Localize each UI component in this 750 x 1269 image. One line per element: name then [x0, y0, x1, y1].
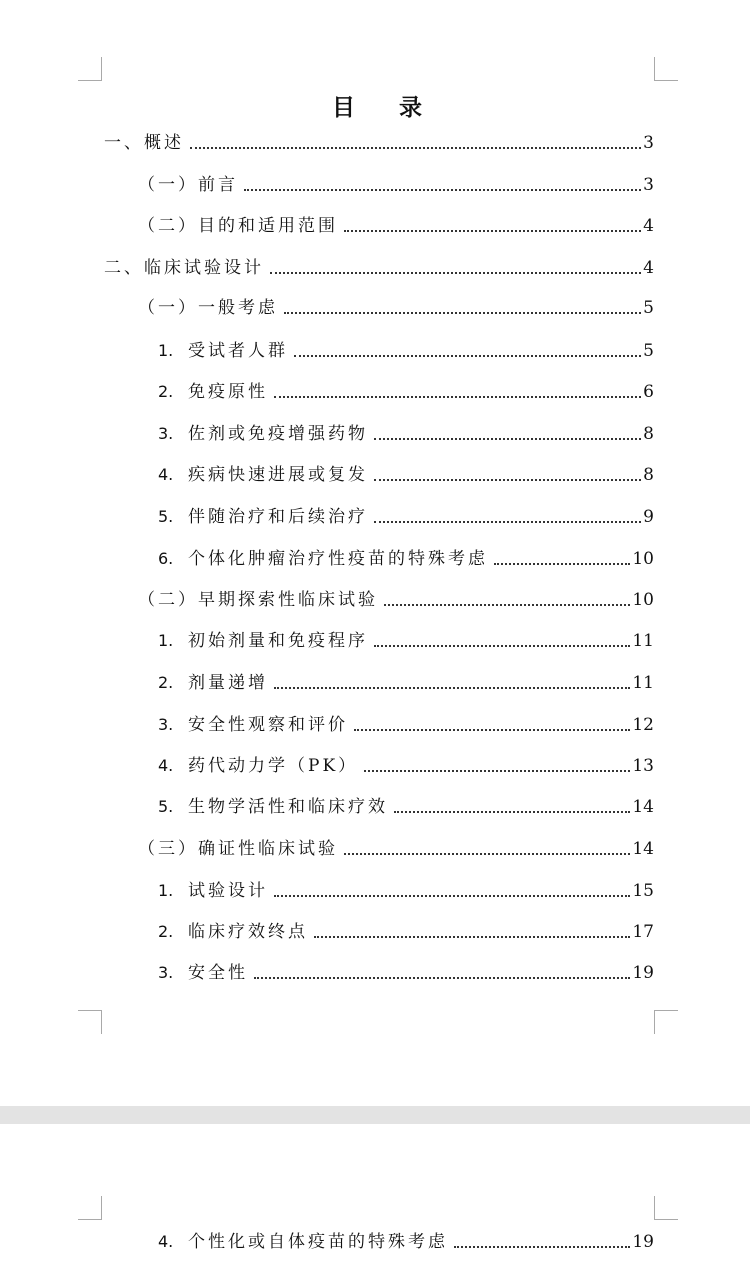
toc-entry-number: 2.: [158, 382, 174, 401]
toc-page-number: 6: [643, 382, 654, 402]
toc-entry-text: （三）确证性临床试验: [138, 839, 338, 859]
corner-mark-top-right: [654, 57, 678, 81]
toc-entry[interactable]: [158, 917, 654, 943]
toc-entry-number: 1.: [158, 341, 174, 360]
dot-leader: [314, 936, 630, 938]
toc-entry-text: 受试者人群: [188, 341, 288, 361]
toc-page-number: 5: [643, 341, 654, 361]
dot-leader: [394, 811, 630, 813]
toc-entry-text: 试验设计: [188, 881, 268, 901]
toc-entry-number: 3.: [158, 963, 174, 982]
dot-leader: [354, 729, 630, 731]
toc-page-number: 4: [643, 216, 654, 236]
toc-entry[interactable]: [138, 170, 654, 196]
toc-entry-number: 2.: [158, 922, 174, 941]
corner-mark-bottom-right: [654, 1010, 678, 1034]
toc-entry[interactable]: [138, 293, 654, 319]
toc-entry-text: 二、临床试验设计: [104, 258, 264, 278]
toc-entry-text: （一）前言: [138, 175, 238, 195]
toc-entry-number: 2.: [158, 673, 174, 692]
toc-entry-text: 个体化肿瘤治疗性疫苗的特殊考虑: [188, 549, 488, 569]
corner-mark-top-right: [654, 1196, 678, 1220]
dot-leader: [374, 438, 641, 440]
toc-entry-text: 初始剂量和免疫程序: [188, 631, 368, 651]
toc-entry-number: 6.: [158, 549, 174, 568]
toc-page-number: 11: [632, 673, 654, 693]
toc-entry-text: （二）目的和适用范围: [138, 216, 338, 236]
dot-leader: [494, 563, 630, 565]
toc-entry-number: 5.: [158, 797, 174, 816]
toc-entry[interactable]: [158, 876, 654, 902]
toc-page-number: 12: [632, 715, 654, 735]
toc-entry[interactable]: [158, 419, 654, 445]
dot-leader: [244, 189, 641, 191]
toc-page-number: 19: [632, 963, 654, 983]
toc-page-number: 4: [643, 258, 654, 278]
toc-page-number: 13: [632, 756, 654, 776]
toc-page-number: 9: [643, 507, 654, 527]
toc-entry-number: 4.: [158, 465, 174, 484]
dot-leader: [254, 977, 630, 979]
toc-entry-text: 药代动力学（PK）: [188, 756, 359, 776]
toc-page-number: 14: [632, 797, 654, 817]
toc-page-number: 8: [643, 465, 654, 485]
toc-entry[interactable]: [158, 710, 654, 736]
toc-entry[interactable]: [158, 626, 654, 652]
dot-leader: [384, 604, 630, 606]
toc-entry[interactable]: [158, 751, 654, 777]
dot-leader: [344, 230, 641, 232]
toc-entry[interactable]: [158, 377, 654, 403]
toc-entry-number: 5.: [158, 507, 174, 526]
dot-leader: [374, 521, 641, 523]
toc-entry-text: 临床疗效终点: [188, 922, 308, 942]
dot-leader: [274, 895, 630, 897]
dot-leader: [284, 312, 641, 314]
toc-entry[interactable]: [158, 502, 654, 528]
toc-page-number: 15: [632, 881, 654, 901]
toc-entry-text: 安全性观察和评价: [188, 715, 348, 735]
dot-leader: [274, 687, 630, 689]
dot-leader: [270, 272, 641, 274]
dot-leader: [454, 1246, 630, 1248]
toc-entry-text: 疾病快速进展或复发: [188, 465, 368, 485]
toc-page-number: 3: [643, 175, 654, 195]
toc-page-number: 5: [643, 298, 654, 318]
toc-entry-number: 3.: [158, 424, 174, 443]
toc-entry[interactable]: [138, 585, 654, 611]
toc-entry-text: 伴随治疗和后续治疗: [188, 507, 368, 527]
toc-entry[interactable]: [138, 211, 654, 237]
toc-entry-text: （二）早期探索性临床试验: [138, 590, 378, 610]
corner-mark-top-left: [78, 57, 102, 81]
toc-entry-number: 4.: [158, 1232, 174, 1251]
toc-page-number: 8: [643, 424, 654, 444]
page-separator: [0, 1106, 750, 1124]
toc-entry-number: 3.: [158, 715, 174, 734]
toc-page-number: 14: [632, 839, 654, 859]
toc-entry-number: 1.: [158, 881, 174, 900]
toc-entry[interactable]: [158, 460, 654, 486]
toc-entry-text: 生物学活性和临床疗效: [188, 797, 388, 817]
toc-page-number: 10: [632, 549, 654, 569]
toc-entry-number: 1.: [158, 631, 174, 650]
toc-entry-text: 安全性: [188, 963, 248, 983]
toc-entry[interactable]: [104, 253, 654, 279]
toc-entry[interactable]: [158, 1227, 654, 1253]
toc-entry[interactable]: [158, 668, 654, 694]
toc-page-number: 10: [632, 590, 654, 610]
toc-entry[interactable]: [158, 544, 654, 570]
toc-entry[interactable]: [138, 834, 654, 860]
toc-entry-text: 个性化或自体疫苗的特殊考虑: [188, 1232, 448, 1252]
toc-entry-text: 剂量递增: [188, 673, 268, 693]
toc-entry[interactable]: [158, 336, 654, 362]
toc-title: 目 录: [331, 95, 440, 121]
toc-entry-number: 4.: [158, 756, 174, 775]
toc-entry[interactable]: [158, 792, 654, 818]
dot-leader: [190, 147, 641, 149]
dot-leader: [374, 479, 641, 481]
dot-leader: [374, 645, 630, 647]
toc-page-number: 3: [643, 133, 654, 153]
toc-entry-text: 一、概述: [104, 133, 184, 153]
document-page-2: [0, 1124, 750, 1269]
toc-page-number: 11: [632, 631, 654, 651]
dot-leader: [274, 396, 641, 398]
corner-mark-top-left: [78, 1196, 102, 1220]
toc-page-number: 17: [632, 922, 654, 942]
toc-entry-text: （一）一般考虑: [138, 298, 278, 318]
toc-entry-text: 佐剂或免疫增强药物: [188, 424, 368, 444]
toc-page-number: 19: [632, 1232, 654, 1252]
dot-leader: [364, 770, 630, 772]
toc-entry[interactable]: [104, 128, 654, 154]
dot-leader: [344, 853, 630, 855]
dot-leader: [294, 355, 641, 357]
toc-entry-text: 免疫原性: [188, 382, 268, 402]
toc-entry[interactable]: [158, 958, 654, 984]
corner-mark-bottom-left: [78, 1010, 102, 1034]
